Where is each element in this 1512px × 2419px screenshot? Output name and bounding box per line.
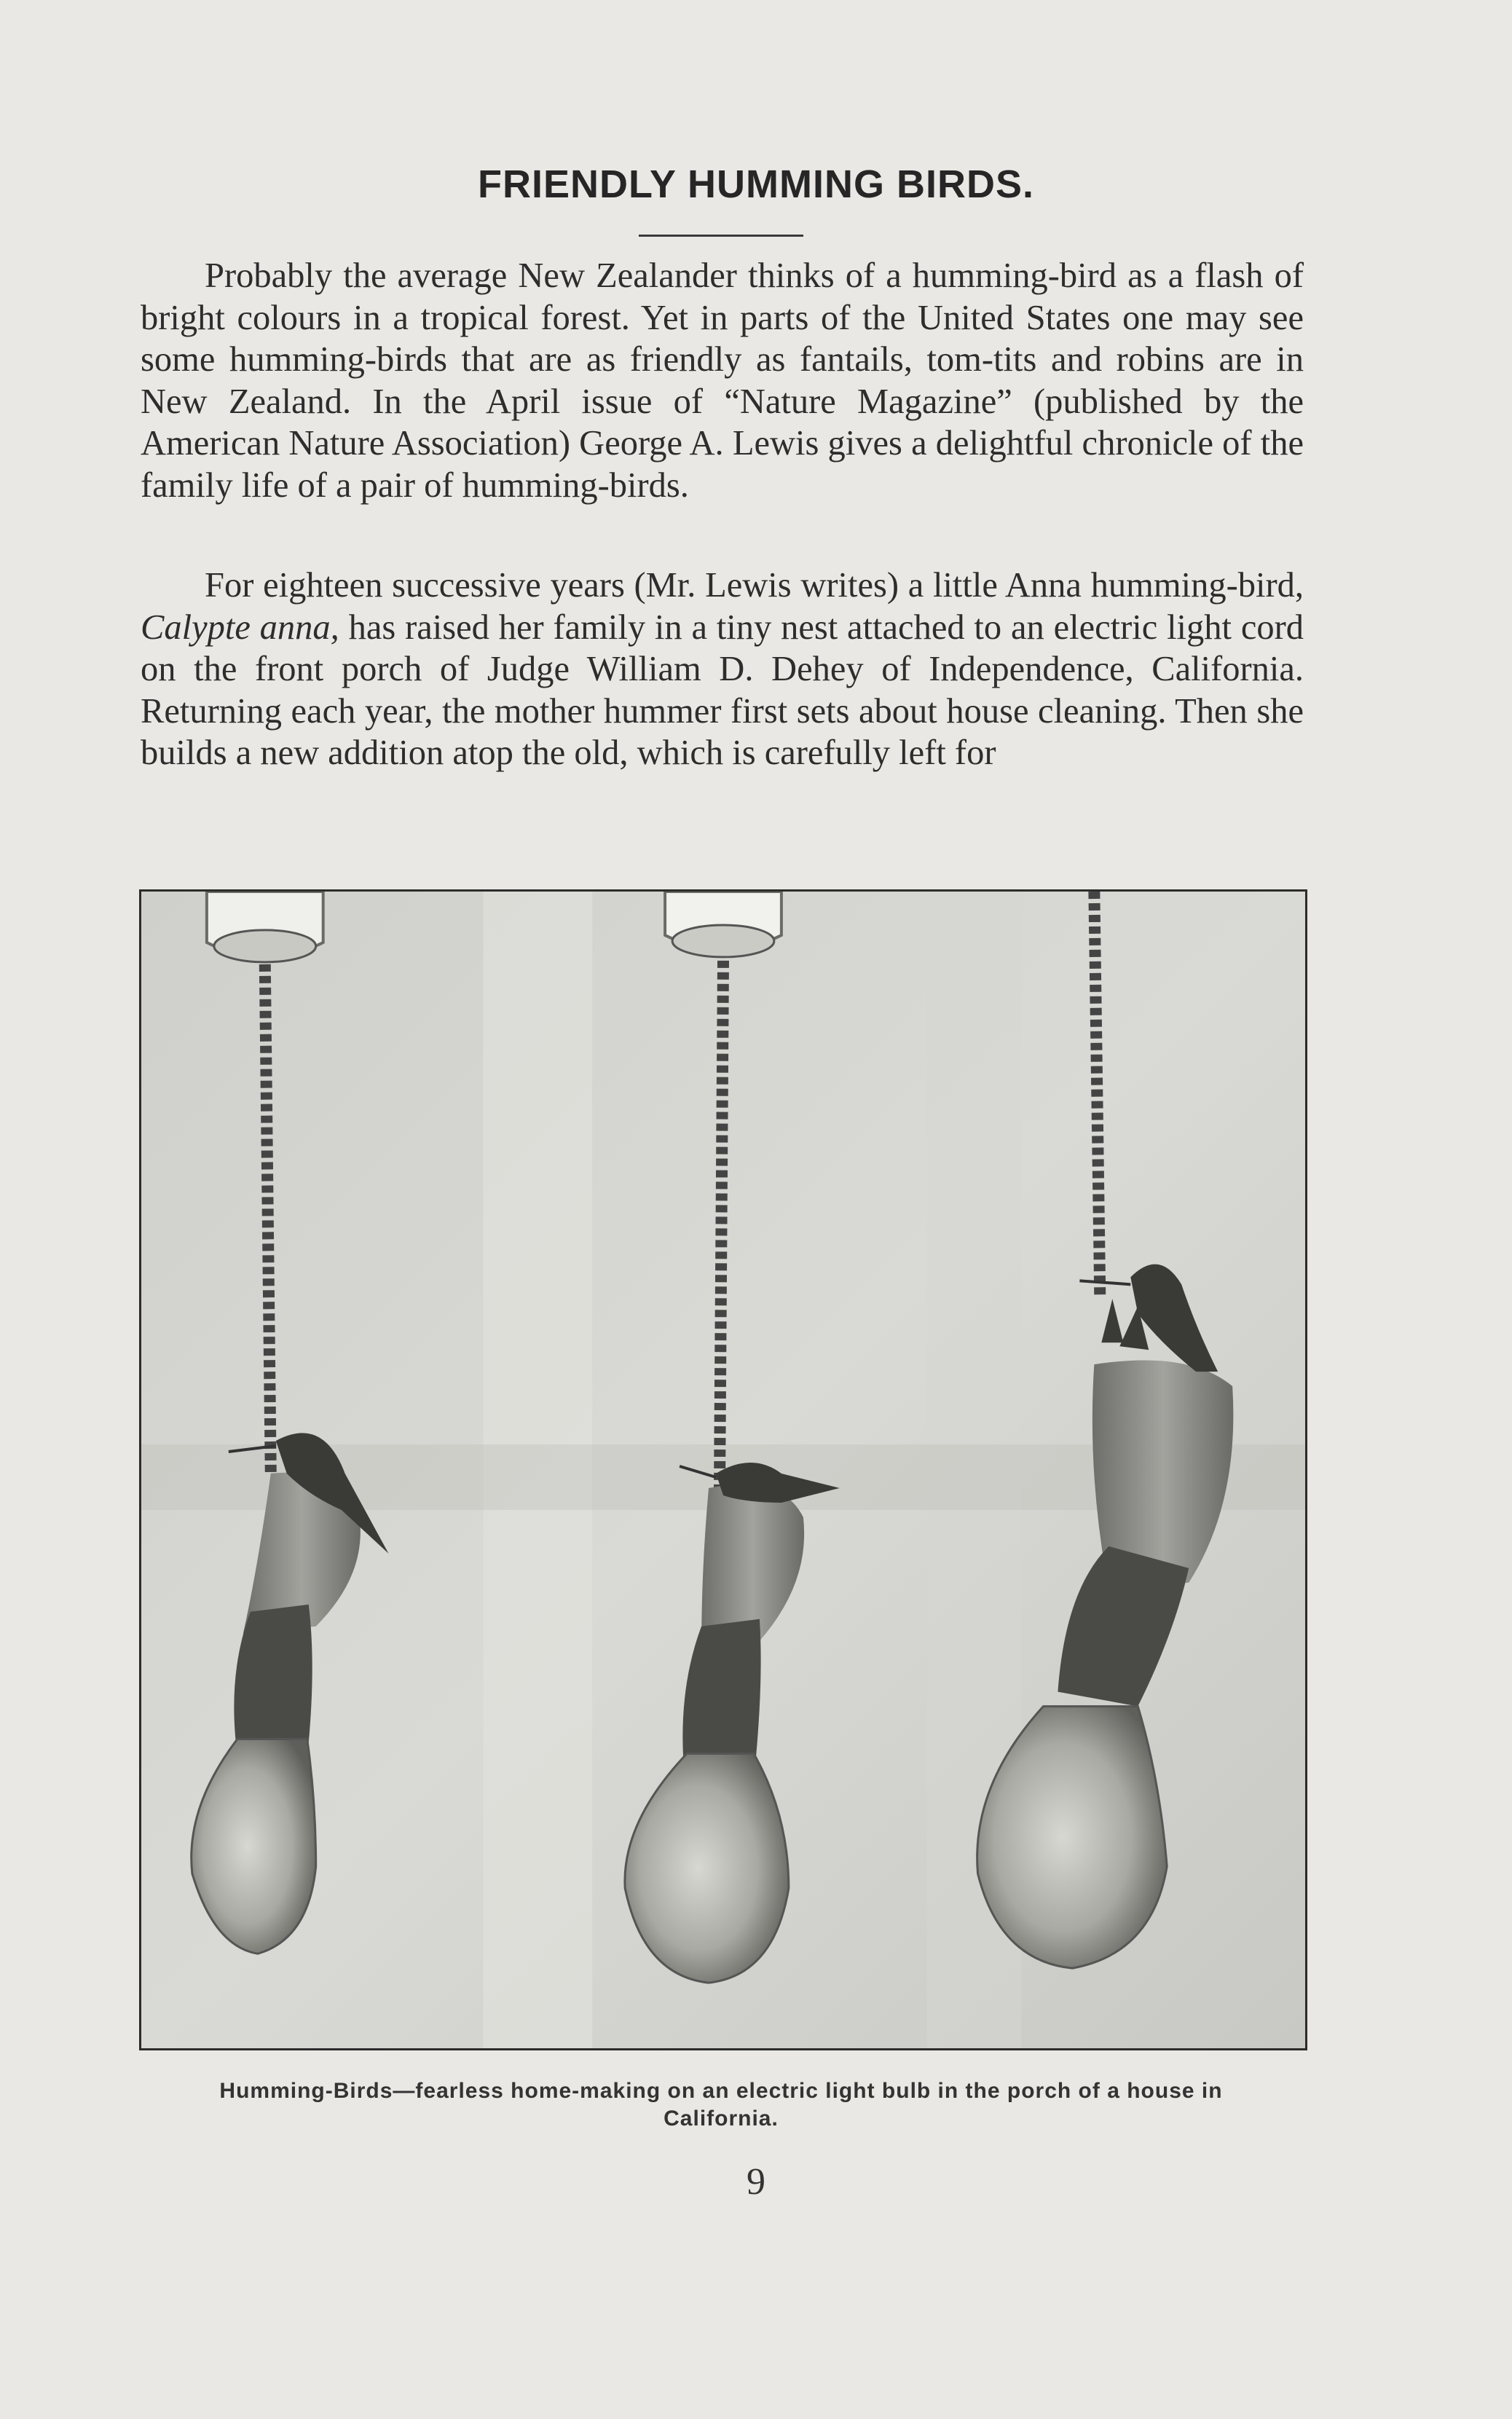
hummingbird-photo — [139, 889, 1307, 2050]
paragraph-2 — [141, 565, 1304, 774]
paragraph-2-rest: has raised her family in a tiny nest attached to an electric light cord on the front porch of Judge William D. Dehey of Independence, California. Returning each year, the mother hummer first sets about house cleaning. Then she builds a new addition atop the old, which is carefully left for — [141, 607, 1304, 773]
hummingbird-photo-image — [141, 892, 1305, 2048]
figure-caption: Humming-Birds—fearless home-making on an electric light bulb in the porch of a house in California. — [219, 2079, 1223, 2131]
paragraph-2-text — [141, 565, 1304, 774]
species-name: Calypte anna, — [141, 607, 339, 647]
page-number: 9 — [747, 2161, 765, 2203]
paragraph-1 — [141, 255, 1304, 507]
paragraph-1-text: Probably the average New Zealander thinks of a humming-bird as a flash of bright colours in a tropical forest. Yet in parts of the United States one may see some humming-birds that are as friendly as fantails, tom-tits and robins are in New Zealand. In the April issue of “Nature Magazine” (published by the American Nature Association) George A. Lewis gives a delightful chronicle of the family life of a pair of humming-birds. — [141, 256, 1304, 505]
title-divider — [639, 235, 803, 237]
paragraph-2-start: For eighteen successive years (Mr. Lewis writes) a little Anna humming-bird, — [205, 566, 1304, 605]
article-title: FRIENDLY HUMMING BIRDS. — [477, 162, 1035, 206]
